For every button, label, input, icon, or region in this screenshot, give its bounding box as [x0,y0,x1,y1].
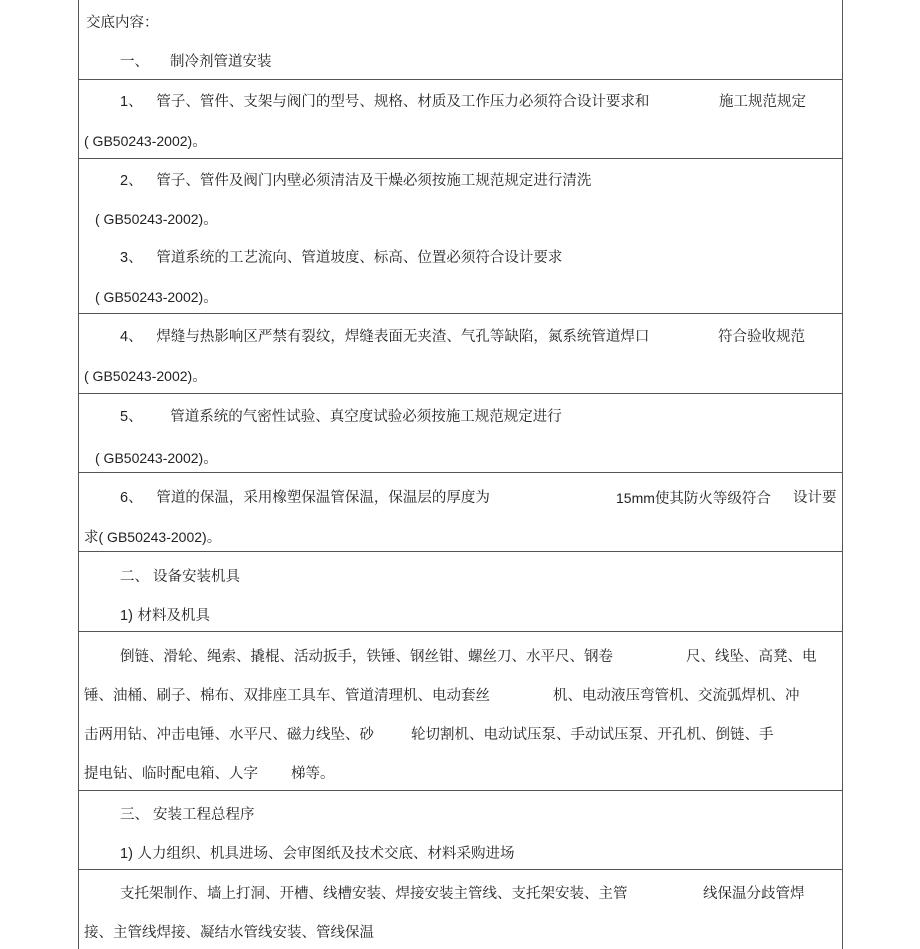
item6-end: 。 [206,530,222,546]
item6-mid [616,488,771,509]
tools-line4b: 梯等。 [291,766,335,782]
item2-text: 管子、管件及阀门内壁必须清洁及干燥必须按施工规范规定进行清洗 [156,173,592,189]
tools-line2b: 机、电动液压弯管机、交流弧焊机、冲 [553,688,800,704]
item6-standard-code: ( GB50243-2002) [98,529,207,545]
item1-line2 [84,131,207,152]
item6-tail: 设计要 [793,490,837,506]
item2-number: 2、 [120,173,143,189]
item4-end: 。 [192,369,207,385]
sub1-number: 1) [120,608,133,624]
proc-line1a: 支托架制作、墙上打洞、开槽、线槽安装、焊接安装主管线、支托架安装、主管 [120,886,628,902]
tools-line3a: 击两用钻、冲击电锤、水平尺、磁力线坠、砂 [84,727,374,743]
item2-end: 。 [203,212,218,228]
item6-line2 [84,527,221,548]
item4-standard-code: ( GB50243-2002) [84,368,193,384]
item1-standard-code: ( GB50243-2002) [84,133,193,149]
item3-end: 。 [203,290,218,306]
item5-end: 。 [203,451,218,467]
item1-end: 。 [192,134,207,150]
tools-line1b: 尺、线坠、高凳、电 [686,649,817,665]
item3-standard-code: ( GB50243-2002) [95,289,204,305]
item2-line2 [95,209,218,230]
item4-line1 [120,327,649,347]
item1-tail: 施工规范规定 [719,94,806,110]
row-divider [78,869,843,870]
section2-number: 二、 [120,569,149,585]
sub1-line [120,606,210,626]
item3-line1 [120,248,562,268]
item5-line2 [95,448,218,469]
tools-line3b: 轮切割机、电动试压泵、手动试压泵、开孔机、倒链、手 [411,727,774,743]
row-divider [78,631,843,632]
disclosure-header: 交底内容： [86,15,159,31]
item6-thickness: 15mm [616,490,655,506]
item5-standard-code: ( GB50243-2002) [95,450,204,466]
row-divider [78,551,843,552]
proc-line1b: 线保温分歧管焊 [703,886,805,902]
item1-text: 管子、管件、支架与阀门的型号、规格、材质及工作压力必须符合设计要求和 [156,94,650,110]
section2-title: 设备安装机具 [153,569,240,585]
item5-number: 5、 [120,409,143,425]
item3-number: 3、 [120,250,143,266]
row-divider [78,313,843,314]
item4-text: 焊缝与热影响区严禁有裂纹，焊缝表面无夹渣、气孔等缺陷，氮系统管道焊口 [156,329,650,345]
item6-number: 6、 [120,490,143,506]
section3-title: 安装工程总程序 [153,807,255,823]
row-divider [78,790,843,791]
item6-mid-text: 使其防火等级符合 [654,491,771,507]
tools-line2a: 锤、油桶、刷子、棉布、双排座工具车、管道清理机、电动套丝 [84,688,490,704]
row-divider [78,472,843,473]
item5-text: 管道系统的气密性试验、真空度试验必须按施工规范规定进行 [170,409,562,425]
tools-line1a: 倒链、滑轮、绳索、撬棍、活动扳手，铁锤、钢丝钳、螺丝刀、水平尺、钢卷 [120,649,613,665]
item1-number: 1、 [120,94,143,110]
item6-line2-text: 求 [84,530,99,546]
section1-title: 制冷剂管道安装 [170,54,272,70]
item3-text: 管道系统的工艺流向、管道坡度、标高、位置必须符合设计要求 [156,250,563,266]
item2-line1 [120,171,591,191]
section1-number: 一、 [120,54,149,70]
sub3-number: 1) [120,846,133,862]
item6-line1 [120,488,490,508]
row-divider [78,393,843,394]
item1-line1 [120,92,649,112]
proc-line2: 接、主管线焊接、凝结水管线安装、管线保温 [84,925,374,941]
sub3-title: 人力组织、机具进场、会审图纸及技术交底、材料采购进场 [137,846,515,862]
sub3-line [120,844,515,864]
row-divider [78,79,843,80]
item4-tail: 符合验收规范 [718,329,805,345]
sub1-title: 材料及机具 [137,608,211,624]
item3-line2 [95,287,218,308]
section3-number: 三、 [120,807,149,823]
item2-standard-code: ( GB50243-2002) [95,211,204,227]
item4-number: 4、 [120,329,143,345]
row-divider [78,158,843,159]
item4-line2 [84,366,207,387]
tools-line4a: 提电钻、临时配电箱、人字 [84,766,258,782]
item6-text: 管道的保温，采用橡塑保温管保温，保温层的厚度为 [156,490,490,506]
item5-line1 [120,407,562,427]
